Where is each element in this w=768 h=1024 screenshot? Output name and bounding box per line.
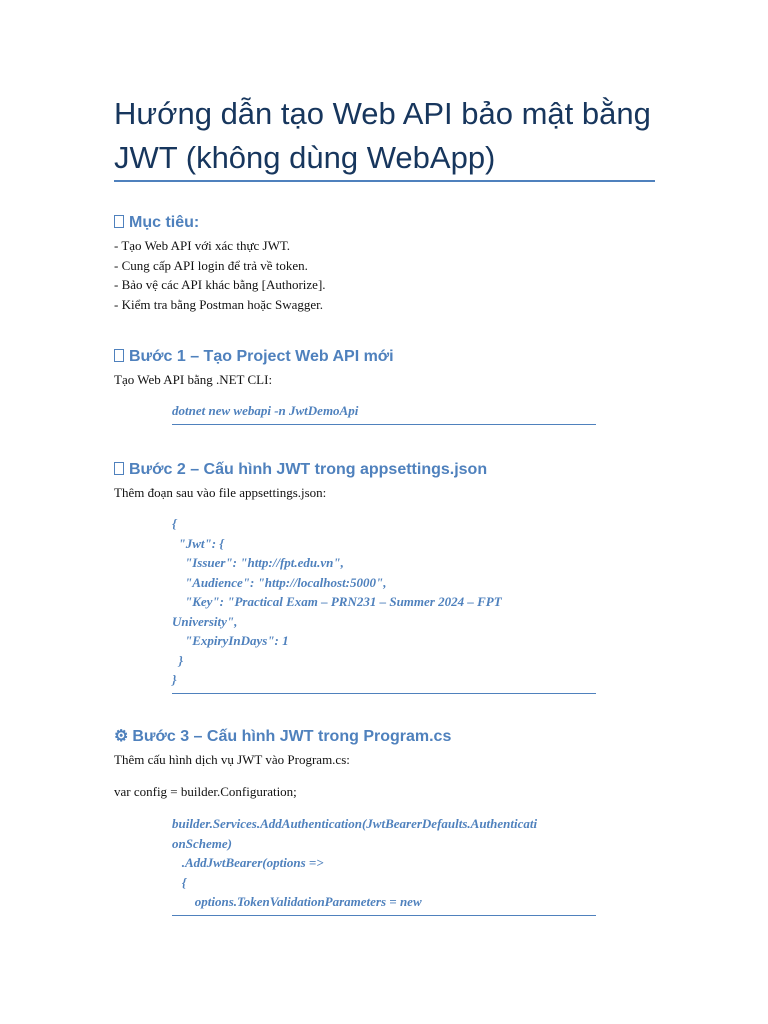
step3-code-block: [172, 814, 596, 916]
step2-description: Thêm đoạn sau vào file appsettings.json:: [114, 485, 327, 500]
code-line: "ExpiryInDays": 1: [172, 633, 289, 648]
missing-glyph-icon: [114, 215, 124, 228]
step3-text2: [114, 782, 297, 802]
list-item: - Tạo Web API với xác thực JWT.: [114, 238, 291, 253]
code-line: "Audience": "http://localhost:5000",: [172, 574, 387, 590]
code-line: dotnet new webapi -n JwtDemoApi: [172, 403, 359, 418]
step2-text: [114, 483, 326, 503]
goals-heading: [114, 213, 199, 233]
code-line: .AddJwtBearer(options =>: [172, 855, 324, 870]
step3-description: Thêm cấu hình dịch vụ JWT vào Program.cs:: [114, 752, 350, 767]
code-line: builder.Services.AddAuthentication(JwtBearerDefaults.Authenticati: [172, 816, 538, 831]
code-line: onScheme): [172, 835, 232, 851]
step3-text: [114, 750, 350, 770]
code-line: }: [172, 672, 177, 687]
code-line: "Issuer": "http://fpt.edu.vn",: [172, 555, 344, 570]
missing-glyph-icon: [114, 349, 124, 362]
step3-heading-text: Bước 3 – Cấu hình JWT trong Program.cs: [132, 728, 452, 745]
step1-text: [114, 370, 272, 390]
code-line: {: [172, 516, 177, 531]
title-underline: [114, 180, 655, 182]
step3-heading: [114, 727, 451, 747]
code-line: options.TokenValidationParameters = new: [172, 894, 422, 909]
step2-heading-text: Bước 2 – Cấu hình JWT trong appsettings.json: [129, 461, 488, 478]
step1-description: Tạo Web API bằng .NET CLI:: [114, 372, 273, 387]
page-title: Hướng dẫn tạo Web API bảo mật bằng JWT (không dùng WebApp): [114, 96, 651, 175]
goals-list: [114, 236, 326, 314]
code-line: }: [172, 652, 184, 668]
step2-heading: [114, 460, 487, 480]
step1-code-block: [172, 401, 596, 425]
code-line: "Jwt": {: [172, 535, 224, 551]
step2-code-block: [172, 514, 596, 694]
code-line: {: [172, 874, 187, 890]
goals-heading-text: Mục tiêu:: [129, 214, 200, 231]
step1-heading: [114, 347, 394, 367]
gear-icon: ⚙: [114, 728, 129, 745]
missing-glyph-icon: [114, 462, 124, 475]
step1-heading-text: Bước 1 – Tạo Project Web API mới: [129, 348, 394, 365]
code-line: University",: [172, 613, 238, 629]
list-item: - Bảo vệ các API khác bằng [Authorize].: [114, 277, 326, 292]
code-line: "Key": "Practical Exam – PRN231 – Summer 2024 – FPT: [172, 594, 502, 609]
step3-config-line: var config = builder.Configuration;: [114, 784, 297, 799]
list-item: - Cung cấp API login để trả về token.: [114, 257, 308, 273]
list-item: - Kiểm tra bằng Postman hoặc Swagger.: [114, 296, 324, 312]
